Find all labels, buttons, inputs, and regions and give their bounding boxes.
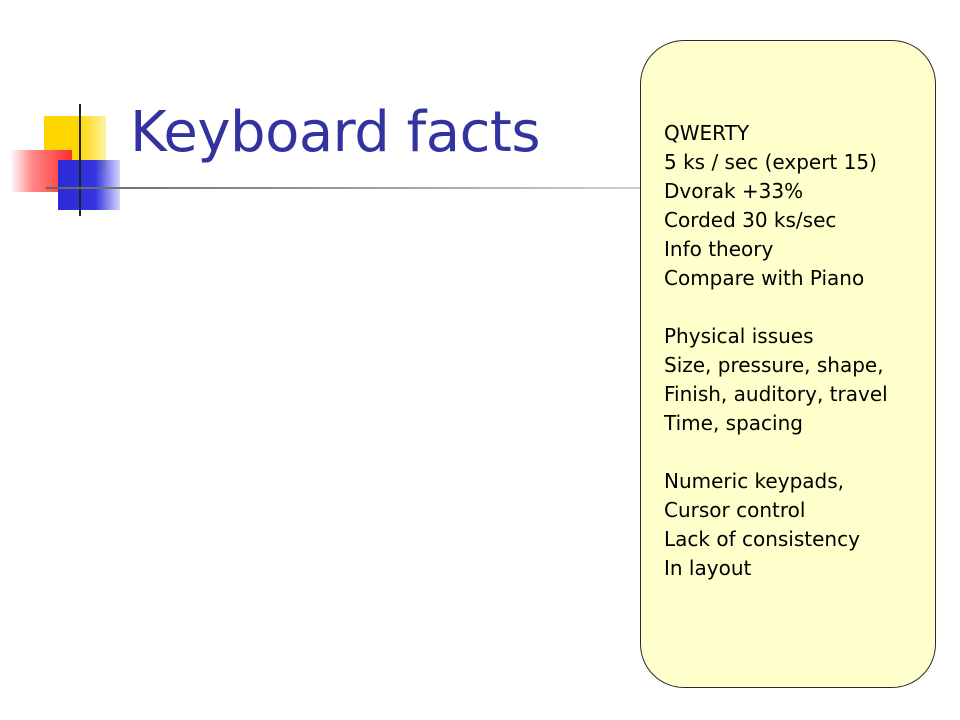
note-line: [664, 438, 935, 467]
vertical-rule: [79, 104, 81, 216]
title-underline: [46, 187, 646, 189]
note-line: 5 ks / sec (expert 15): [664, 150, 877, 174]
note-line: Corded 30 ks/sec: [664, 208, 837, 232]
note-line: Time, spacing: [664, 411, 803, 435]
note-line: QWERTY: [664, 121, 750, 145]
note-line: Finish, auditory, travel: [664, 382, 888, 406]
slide-title: Keyboard facts: [130, 100, 540, 165]
logo-squares-icon: [0, 0, 140, 230]
note-line: Info theory: [664, 237, 774, 261]
note-line: Lack of consistency: [664, 527, 860, 551]
note-line: Compare with Piano: [664, 266, 865, 290]
note-line: Numeric keypads,: [664, 469, 844, 493]
note-line: [664, 293, 935, 322]
note-line: Cursor control: [664, 498, 806, 522]
blue-square: [58, 160, 120, 210]
note-line: Size, pressure, shape,: [664, 353, 884, 377]
notes-box: [640, 40, 936, 688]
note-line: In layout: [664, 556, 752, 580]
note-line: Physical issues: [664, 324, 814, 348]
note-line: Dvorak +33%: [664, 179, 804, 203]
